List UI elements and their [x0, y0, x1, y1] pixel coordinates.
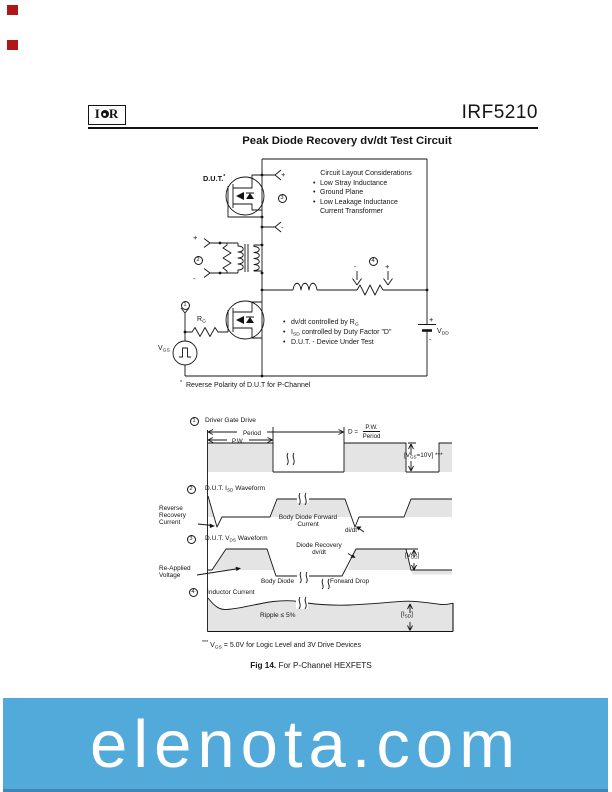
probe-number-4: 4 [369, 257, 378, 266]
w2-body-diode-label: Body Diode Forward Current [278, 514, 338, 529]
figure-caption: Fig 14. For P-Channel HEXFETS [250, 661, 372, 670]
primary-coil-icon [238, 243, 243, 273]
header-rule [88, 127, 538, 129]
isd-bracket: $[I_{SD}]$ [401, 611, 413, 619]
w2-left-label: Reverse Recovery Current [159, 505, 186, 527]
watermark-text: elenota.com [90, 707, 521, 782]
rg-resistor-icon [185, 328, 219, 337]
duty-fraction: $\frac{P.W.}{\text{Period}}$ [362, 423, 381, 440]
watermark-banner [3, 698, 608, 792]
inductor-icon [293, 283, 317, 290]
rail-probe-arrows [353, 271, 393, 285]
transformer-core [245, 244, 248, 272]
circuit-notes [283, 318, 391, 348]
period-dimension [208, 427, 344, 443]
w4-fill [208, 598, 453, 631]
didt-label: di/dt [345, 527, 358, 534]
pulse-glyph [179, 348, 191, 357]
battery-plus: + [429, 315, 434, 324]
ir-gear-icon [101, 110, 109, 118]
vdd-bracket: $[V_{DD}]$ [405, 552, 420, 560]
series-resistor-icon [357, 285, 383, 295]
figure-title: Peak Diode Recovery dv/dt Test Circuit [242, 135, 452, 147]
note-item: • dv/dt controlled by $R_G$ [283, 318, 391, 328]
layout-considerations [306, 170, 426, 217]
consideration-item: • Low Stray Inductance [320, 179, 404, 188]
waveform-number-4: 4 [189, 588, 198, 597]
vgs-annotation: $[V_{GS}=10V]$ *** [404, 452, 443, 460]
driver-body-diode [246, 317, 254, 323]
probe-number-2: 2 [194, 256, 203, 265]
waveform-number-3: 3 [187, 535, 196, 544]
driver-arrow [236, 316, 244, 324]
duty-formula [348, 423, 380, 441]
rail-probe-plus: + [385, 262, 390, 271]
secondary-coil-icon [254, 245, 262, 271]
dut-body-diode [246, 193, 254, 199]
waveform-number-1: 1 [190, 417, 199, 426]
part-number: IRF5210 [461, 102, 538, 123]
pw-label: P.W. [231, 437, 245, 445]
w3-plateau1 [212, 549, 275, 570]
w2-pointer-head [210, 524, 216, 529]
ir-logo [88, 105, 126, 125]
w3-body-right-label: Forward Drop [330, 578, 370, 585]
w2-title: D.U.T. $I_{SD}$ Waveform [205, 485, 266, 493]
note-item: • D.U.T. - Device Under Test [283, 338, 391, 348]
diode-recovery-label: Diode Recovery dv/dt [296, 542, 342, 557]
note-item: • $I_{SD}$ controlled by Duty Factor "D" [283, 328, 391, 338]
red-marker-top [7, 5, 18, 15]
w3-body-left-label: Body Diode [261, 578, 295, 585]
w3-title: D.U.T. $V_{DS}$ Waveform [205, 535, 268, 543]
consideration-item: • Ground Plane [320, 188, 404, 197]
dut-probe-minus: - [281, 223, 284, 232]
xfmr-probe-plus: + [193, 233, 198, 242]
w1-break-icon [287, 453, 294, 465]
vgs-pulse-source-icon [173, 341, 197, 365]
probe-number-1: 1 [181, 301, 190, 310]
w1-title: Driver Gate Drive [205, 417, 256, 424]
w3-plateau2 [348, 549, 412, 570]
driver-mosfet-icon [226, 301, 264, 339]
w3-tail-strip [411, 570, 452, 575]
rail-probe-minus: - [354, 262, 357, 271]
xfmr-probe-minus: - [193, 274, 196, 283]
period-label: Period [243, 430, 261, 437]
w1-pulse1 [208, 443, 273, 472]
vdd-label: $V_{DD}$ [437, 328, 449, 337]
waveform-footnote: *** $V_{GS} = 5.0V$ for Logic Level and 3V Drive Devices [202, 640, 361, 651]
ir-logo-i: I [94, 106, 101, 121]
red-marker-bottom [7, 40, 18, 50]
battery-minus: - [429, 335, 432, 344]
ir-logo-r: R [108, 106, 120, 121]
dut-probe-plus: + [281, 170, 286, 179]
transformer-resistor-icon [223, 243, 231, 273]
layout-considerations-title: Circuit Layout Considerations [320, 170, 412, 177]
rg-label: $R_G$ [197, 316, 206, 325]
duty-lhs: D = [348, 428, 359, 436]
w3-label-break-icon [322, 579, 329, 589]
w2-plateau2 [404, 499, 452, 517]
gate-probe-wire [181, 308, 189, 376]
dut-arrow [236, 192, 244, 200]
w3-left-label: Re-Applied Voltage [159, 565, 191, 580]
consideration-item: • Low Leakage Inductance Current Transformer [320, 198, 404, 217]
w4-title: Inductor Current [207, 589, 255, 596]
ripple-label: Ripple ≤ 5% [260, 612, 296, 619]
w1-pulse2 [344, 443, 406, 472]
waveform-number-2: 2 [187, 485, 196, 494]
transformer-probe-arrows [204, 239, 220, 278]
probe-number-3: 3 [278, 194, 287, 203]
dut-label: D.U.T.* [203, 174, 226, 183]
circuit-footnote: * Reverse Polarity of D.U.T for P-Channel [180, 380, 311, 389]
dut-mosfet-icon [226, 177, 264, 215]
vgs-label: $V_{GS}$ [158, 345, 170, 354]
